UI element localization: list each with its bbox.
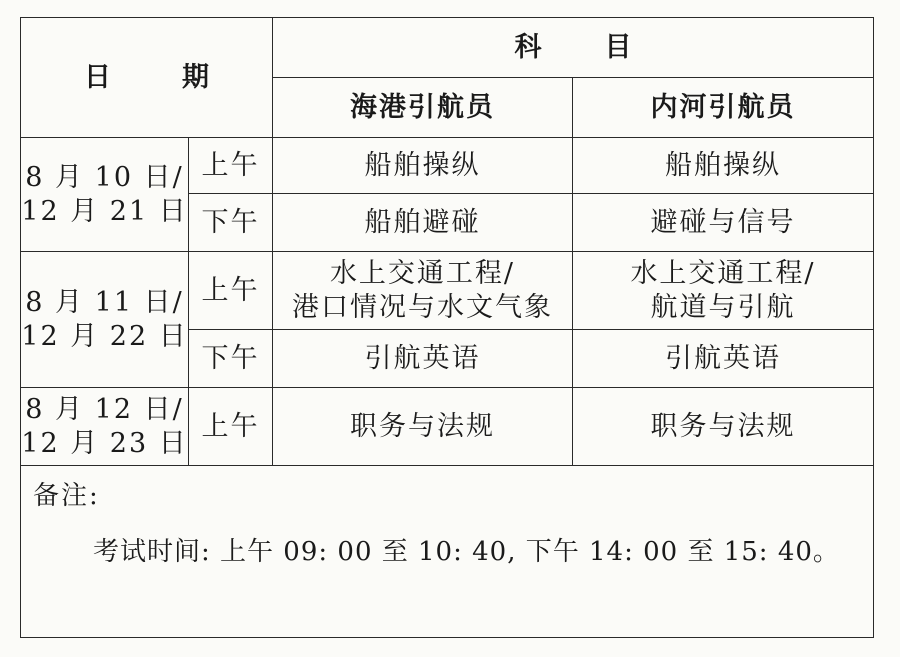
subject-line: 水上交通工程/ xyxy=(329,257,516,289)
notes-title: 备注: xyxy=(33,481,100,511)
river-pilot-header: 内河引航员 xyxy=(573,78,874,138)
date-line: 12 月 21 日 xyxy=(21,195,188,227)
notes-cell xyxy=(21,466,874,638)
river-subject-cell xyxy=(573,252,874,330)
river-subject-cell: 职务与法规 xyxy=(573,388,874,466)
sea-subject-cell: 船舶避碰 xyxy=(273,194,573,252)
date-header xyxy=(21,18,273,138)
period-cell: 上午 xyxy=(189,252,273,330)
river-subject-cell: 避碰与信号 xyxy=(573,194,874,252)
subject-header xyxy=(273,18,874,78)
date-line: 8 月 10 日/ xyxy=(25,161,184,193)
date-cell xyxy=(21,138,189,252)
period-cell: 下午 xyxy=(189,330,273,388)
period-cell: 上午 xyxy=(189,138,273,194)
sea-subject-cell: 职务与法规 xyxy=(273,388,573,466)
date-line: 8 月 12 日/ xyxy=(25,393,184,425)
subject-line: 水上交通工程/ xyxy=(630,257,816,289)
period-cell: 上午 xyxy=(189,388,273,466)
notes-body: 考试时间: 上午 09: 00 至 10: 40, 下午 14: 00 至 15: 40。 xyxy=(93,537,840,567)
river-subject-cell: 引航英语 xyxy=(573,330,874,388)
exam-schedule-table xyxy=(20,17,874,638)
sea-subject-cell xyxy=(273,252,573,330)
date-cell xyxy=(21,388,189,466)
sea-subject-cell: 船舶操纵 xyxy=(273,138,573,194)
subject-header-label: 科 目 xyxy=(514,31,650,63)
period-cell: 下午 xyxy=(189,194,273,252)
date-line: 12 月 22 日 xyxy=(21,320,188,352)
date-line: 12 月 23 日 xyxy=(21,427,188,459)
date-cell xyxy=(21,252,189,388)
subject-line: 港口情况与水文气象 xyxy=(292,291,553,323)
date-header-label: 日 期 xyxy=(84,61,231,93)
date-line: 8 月 11 日/ xyxy=(25,286,184,318)
river-subject-cell: 船舶操纵 xyxy=(573,138,874,194)
subject-line: 航道与引航 xyxy=(650,291,796,323)
sea-subject-cell: 引航英语 xyxy=(273,330,573,388)
sea-pilot-header: 海港引航员 xyxy=(273,78,573,138)
